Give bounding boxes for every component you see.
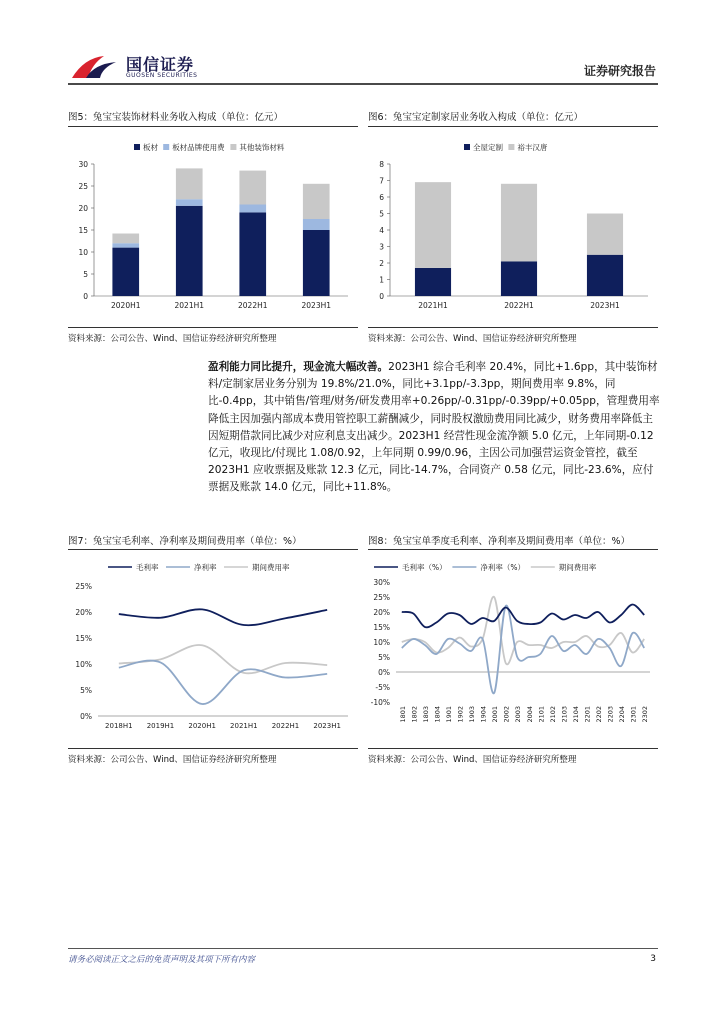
legend-label-fig6-1: 裕丰汉唐 <box>517 143 548 152</box>
y-tick-label-fig5-4: 20 <box>78 204 88 213</box>
x-tick-label-fig8-18: 2203 <box>606 706 615 723</box>
bar-fig5-2023H1-2 <box>303 184 330 219</box>
report-type: 证券研究报告 <box>583 64 656 78</box>
legend-label-fig8-0: 毛利率（%） <box>402 563 447 572</box>
bar-fig6-2023H1-1 <box>587 214 623 255</box>
bar-fig5-2021H1-1 <box>176 199 203 206</box>
legend-label-fig8-2: 期间费用率 <box>558 563 597 572</box>
y-tick-label-fig6-4: 4 <box>379 226 384 235</box>
bar-fig5-2022H1-1 <box>239 204 266 212</box>
x-tick-label-fig6-2: 2023H1 <box>590 301 620 310</box>
logo <box>70 52 122 82</box>
x-tick-label-fig7-3: 2021H1 <box>230 722 258 730</box>
x-tick-label-fig8-11: 2004 <box>525 706 534 723</box>
fig8-title-rule <box>368 549 658 550</box>
legend-swatch-fig6-0 <box>464 144 470 150</box>
y-tick-label-fig6-8: 8 <box>379 160 384 169</box>
bar-fig5-2023H1-0 <box>303 230 330 296</box>
fig5-source-rule <box>68 327 358 328</box>
x-tick-label-fig7-1: 2019H1 <box>146 722 175 730</box>
logo-text-en: GUOSEN SECURITIES <box>126 72 198 79</box>
x-tick-label-fig5-2: 2022H1 <box>238 301 268 310</box>
x-tick-label-fig8-12: 2101 <box>537 706 546 723</box>
x-tick-label-fig5-3: 2023H1 <box>301 301 331 310</box>
x-tick-label-fig8-14: 2103 <box>560 706 569 723</box>
x-tick-label-fig6-1: 2022H1 <box>504 301 534 310</box>
series-line-fig8-1 <box>402 605 644 693</box>
analysis-paragraph <box>208 359 660 497</box>
fig7-chart <box>68 552 358 744</box>
bar-fig5-2020H1-2 <box>112 234 139 244</box>
legend-label-fig5-2: 其他装饰材料 <box>239 143 285 152</box>
y-tick-label-fig5-5: 25 <box>78 182 88 191</box>
x-tick-label-fig8-0: 1801 <box>398 706 407 723</box>
x-tick-label-fig8-13: 2102 <box>548 706 557 723</box>
legend-label-fig7-2: 期间费用率 <box>252 563 290 572</box>
series-line-fig7-1 <box>119 661 327 705</box>
y-tick-label-fig6-1: 1 <box>379 275 384 285</box>
fig8-source-rule <box>368 748 658 749</box>
legend-swatch-fig5-0 <box>134 144 140 150</box>
x-tick-label-fig5-0: 2020H1 <box>111 301 141 310</box>
x-tick-label-fig8-20: 2301 <box>629 706 638 723</box>
fig7-source-rule <box>68 748 358 749</box>
x-tick-label-fig8-3: 1804 <box>433 706 442 723</box>
x-tick-label-fig8-16: 2201 <box>583 706 592 723</box>
x-tick-label-fig8-8: 2001 <box>491 706 500 723</box>
y-tick-label-fig7-5: 25% <box>75 582 92 591</box>
x-tick-label-fig8-1: 1802 <box>410 706 419 723</box>
bar-fig6-2023H1-0 <box>587 255 623 296</box>
x-tick-label-fig7-4: 2022H1 <box>271 722 300 730</box>
y-tick-label-fig7-4: 20% <box>75 608 92 617</box>
legend-swatch-fig6-1 <box>508 144 514 150</box>
legend-swatch-fig5-2 <box>230 144 236 150</box>
y-tick-label-fig7-3: 15% <box>75 634 92 643</box>
y-tick-label-fig8-5: 15% <box>373 623 390 632</box>
y-tick-label-fig5-6: 30 <box>78 160 88 169</box>
legend-label-fig7-0: 毛利率 <box>136 563 159 572</box>
x-tick-label-fig7-2: 2020H1 <box>188 722 216 730</box>
x-tick-label-fig8-6: 1903 <box>468 706 477 723</box>
y-tick-label-fig6-6: 6 <box>379 193 384 202</box>
legend-swatch-fig5-1 <box>163 144 169 150</box>
paragraph-highlight: 盈利能力同比提升，现金流大幅改善。 <box>208 361 389 373</box>
fig6-source-rule <box>368 327 658 328</box>
legend-label-fig5-1: 板材品牌使用费 <box>172 143 225 152</box>
fig7-title: 图7：兔宝宝毛利率、净利率及期间费用率（单位：%） <box>68 536 302 547</box>
bar-fig5-2023H1-1 <box>303 219 330 230</box>
x-tick-label-fig8-9: 2002 <box>502 706 511 723</box>
x-tick-label-fig8-4: 1901 <box>444 706 453 723</box>
page-number: 3 <box>650 954 656 964</box>
fig8-source: 资料来源：公司公告、Wind、国信证券经济研究所整理 <box>368 755 577 765</box>
x-tick-label-fig6-0: 2021H1 <box>418 301 448 310</box>
y-tick-label-fig8-4: 10% <box>373 638 390 647</box>
bar-fig5-2022H1-0 <box>239 212 266 296</box>
x-tick-label-fig8-21: 2302 <box>641 706 650 723</box>
y-tick-label-fig7-1: 5% <box>80 686 92 695</box>
x-tick-label-fig5-1: 2021H1 <box>174 301 204 310</box>
y-tick-label-fig7-2: 10% <box>75 660 92 669</box>
fig5-source: 资料来源：公司公告、Wind、国信证券经济研究所整理 <box>68 334 277 344</box>
fig5-title: 图5：兔宝宝装饰材料业务收入构成（单位：亿元） <box>68 112 284 123</box>
bar-fig6-2022H1-1 <box>501 184 537 262</box>
y-tick-label-fig6-7: 7 <box>379 176 384 186</box>
fig6-source: 资料来源：公司公告、Wind、国信证券经济研究所整理 <box>368 334 577 344</box>
legend-label-fig5-0: 板材 <box>143 143 158 152</box>
fig5-chart <box>68 130 358 325</box>
y-tick-label-fig6-2: 2 <box>379 259 384 268</box>
y-tick-label-fig5-0: 0 <box>83 292 88 301</box>
x-tick-label-fig8-10: 2003 <box>514 706 523 723</box>
series-line-fig7-2 <box>119 645 327 673</box>
y-tick-label-fig6-0: 0 <box>379 292 384 301</box>
legend-label-fig6-0: 全屋定制 <box>473 143 503 152</box>
y-tick-label-fig8-3: 5% <box>378 653 390 662</box>
bar-fig5-2020H1-1 <box>112 243 139 247</box>
series-line-fig8-2 <box>402 597 644 665</box>
y-tick-label-fig6-5: 5 <box>379 209 384 219</box>
fig7-title-rule <box>68 549 358 550</box>
legend-label-fig8-1: 净利率（%） <box>480 563 526 572</box>
y-tick-label-fig6-3: 3 <box>379 242 384 252</box>
header-divider <box>68 83 658 85</box>
guosen-logo-icon <box>70 52 122 82</box>
fig8-chart <box>368 552 658 744</box>
y-tick-label-fig5-1: 5 <box>83 270 88 279</box>
footer-disclaimer: 请务必阅读正文之后的免责声明及其项下所有内容 <box>68 955 256 965</box>
bar-fig5-2021H1-2 <box>176 168 203 199</box>
bar-fig5-2021H1-0 <box>176 206 203 296</box>
bar-fig5-2022H1-2 <box>239 171 266 205</box>
fig6-title: 图6：兔宝宝定制家居业务收入构成（单位：亿元） <box>368 112 584 123</box>
fig7-source: 资料来源：公司公告、Wind、国信证券经济研究所整理 <box>68 755 277 765</box>
bar-fig6-2021H1-1 <box>415 182 451 268</box>
x-tick-label-fig8-5: 1902 <box>456 706 465 723</box>
y-tick-label-fig5-3: 15 <box>78 226 88 235</box>
x-tick-label-fig8-7: 1904 <box>479 706 488 723</box>
y-tick-label-fig8-2: 0% <box>378 668 390 677</box>
y-tick-label-fig8-7: 25% <box>373 593 390 602</box>
x-tick-label-fig8-19: 2204 <box>618 706 627 723</box>
x-tick-label-fig8-15: 2104 <box>571 706 580 723</box>
paragraph-body: 2023H1 综合毛利率 20.4%，同比+1.6pp，其中装饰材料/定制家居业务分别为 19.8%/21.0%，同比+3.1pp/-3.3pp，期间费用率 9.8%，同比-0.4pp，其中销售/管理/财务/研发费用率+0.26pp/-0.31pp/-0.39pp/+0.05pp，管理费用率降低主因加强内部成本费用管控职工薪酬减少，同时股权激励费用同比减少，财务费用率降低主因短期借款同比减少对应利息支出减少。2023H1 经营性现金流净额 5.0 亿元，上年同期-0.12 亿元，收现比/付现比 1.08/0.92，上年同期 0.99/0.96，主因公司加强营运资金管控，截至 2023H1 应收票据及账款 12.3 亿元，同比-14.7%，合同资产 0.58 亿元，同比-23.6%，应付票据及账款 14.0 亿元，同比+11.8%。 <box>208 361 660 494</box>
x-tick-label-fig8-2: 1803 <box>421 706 430 723</box>
y-tick-label-fig8-1: -5% <box>375 683 390 692</box>
fig5-title-rule <box>68 126 358 127</box>
bar-fig5-2020H1-0 <box>112 248 139 296</box>
fig8-title: 图8：兔宝宝单季度毛利率、净利率及期间费用率（单位：%） <box>368 536 631 547</box>
y-tick-label-fig8-8: 30% <box>373 578 390 587</box>
y-tick-label-fig7-0: 0% <box>80 712 92 721</box>
logo-text-cn: 国信证券 <box>126 55 195 74</box>
footer-divider <box>68 948 658 949</box>
bar-fig6-2021H1-0 <box>415 268 451 296</box>
y-tick-label-fig8-0: -10% <box>370 698 390 707</box>
series-line-fig8-0 <box>402 605 644 628</box>
y-tick-label-fig5-2: 10 <box>78 248 88 257</box>
fig6-chart <box>368 130 658 325</box>
fig6-title-rule <box>368 126 658 127</box>
legend-label-fig7-1: 净利率 <box>194 563 217 572</box>
x-tick-label-fig7-0: 2018H1 <box>105 722 133 730</box>
y-tick-label-fig8-6: 20% <box>373 608 390 617</box>
series-line-fig7-0 <box>119 609 327 625</box>
bar-fig6-2022H1-0 <box>501 261 537 296</box>
x-tick-label-fig8-17: 2202 <box>595 706 604 723</box>
x-tick-label-fig7-5: 2023H1 <box>313 722 341 730</box>
